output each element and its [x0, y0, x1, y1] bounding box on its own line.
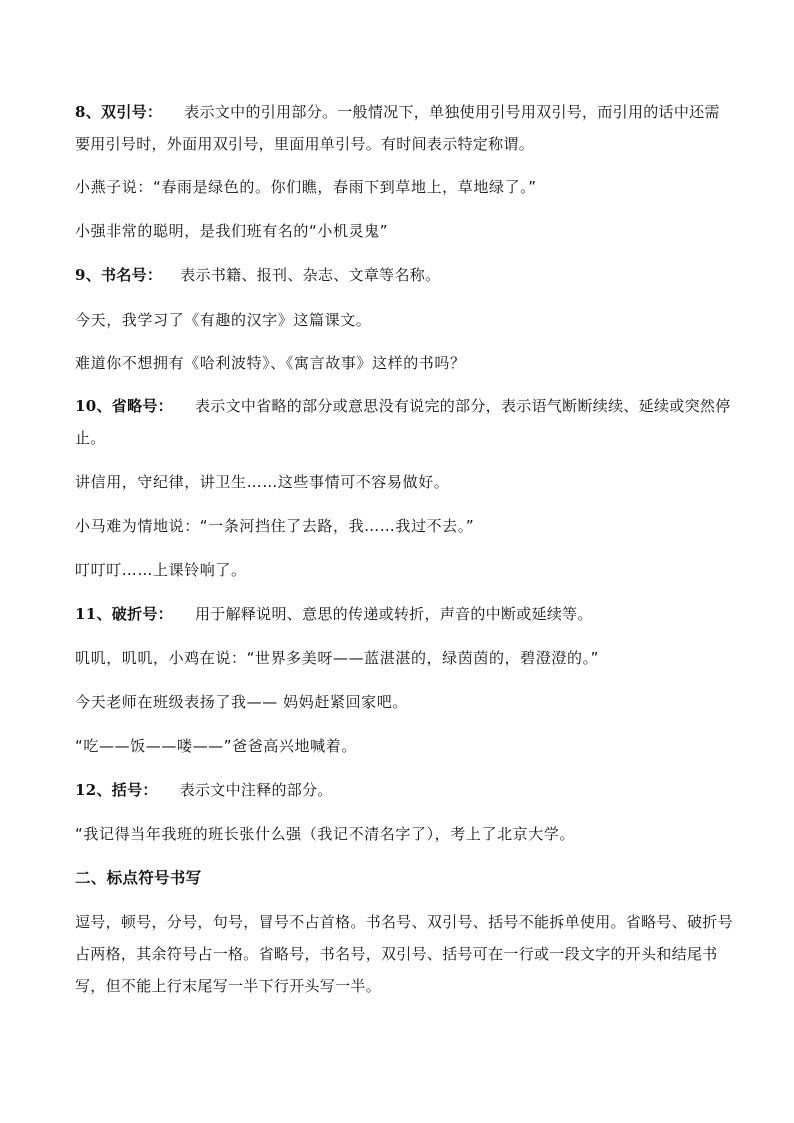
section-title-punctuation-writing: 二、标点符号书写 [75, 869, 202, 887]
desc-dash: 用于解释说明、意思的传递或转折，声音的中断或延续等。 [194, 605, 593, 623]
term-dash: 11、破折号： [75, 605, 173, 623]
example-double-quotes-1: 小燕子说：“春雨是绿色的。你们瞧，春雨下到草地上，草地绿了。” [75, 178, 537, 196]
example-ellipsis-1: 讲信用，守纪律，讲卫生……这些事情可不容易做好。 [75, 473, 450, 491]
desc-brackets: 表示文中注释的部分。 [179, 781, 333, 799]
term-book-title-marks: 9、书名号： [75, 266, 163, 284]
desc-ellipsis: 表示文中省略的部分或意思没有说完的部分，表示语气断断续续、延续或突然停止。 [75, 397, 731, 447]
example-dash-2: 今天老师在班级表扬了我—— 妈妈赶紧回家吧。 [75, 693, 408, 711]
example-ellipsis-3: 叮叮叮……上课铃响了。 [75, 561, 247, 579]
term-ellipsis: 10、省略号： [75, 397, 173, 415]
term-brackets: 12、括号： [75, 781, 158, 799]
example-book-title-marks-2: 难道你不想拥有《哈利波特》、《寓言故事》这样的书吗？ [75, 354, 466, 372]
example-ellipsis-2: 小马难为情地说：“一条河挡住了去路，我……我过不去。” [75, 517, 475, 535]
paragraph-brackets [75, 779, 734, 801]
paragraph-dash [75, 603, 734, 625]
paragraph-ellipsis [75, 390, 734, 454]
desc-book-title-marks: 表示书籍、报刊、杂志、文章等名称。 [180, 266, 441, 284]
paragraph-punctuation-writing: 逗号，顿号，分号，句号，冒号不占首格。书名号、双引号、括号不能拆单使用。省略号、破折号占两格，其余符号占一格。省略号，书名号，双引号、括号可在一行或一段文字的开头和结尾书写，但不能上行末尾写一半下行开头写一半。 [75, 913, 733, 995]
example-dash-3: “吃——饭——喽——”爸爸高兴地喊着。 [75, 737, 357, 755]
example-double-quotes-2: 小强非常的聪明，是我们班有名的“小机灵鬼” [75, 222, 389, 240]
paragraph-double-quotes [75, 96, 734, 160]
example-book-title-marks-1: 今天，我学习了《有趣的汉字》这篇课文。 [75, 311, 372, 329]
term-double-quotes: 8、双引号： [75, 103, 163, 121]
example-brackets-1: “我记得当年我班的班长张什么强（我记不清名字了），考上了北京大学。 [75, 825, 576, 843]
example-dash-1: 叽叽，叽叽，小鸡在说：“世界多美呀——蓝湛湛的，绿茵茵的，碧澄澄的。” [75, 649, 600, 667]
desc-double-quotes: 表示文中的引用部分。一般情况下，单独使用引号用双引号，而引用的话中还需要用引号时，外面用双引号，里面用单引号。有时间表示特定称谓。 [75, 103, 720, 153]
paragraph-book-title-marks [75, 264, 734, 286]
